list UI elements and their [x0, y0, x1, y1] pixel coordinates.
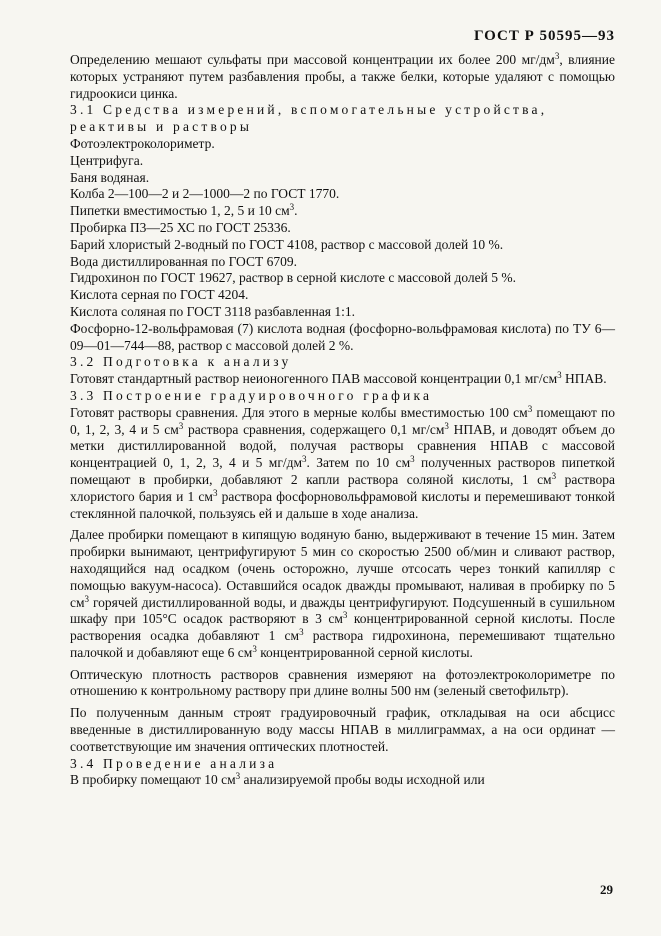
page-content: [70, 52, 615, 789]
paragraph-heating: Далее пробирки помещают в кипящую водяную баню, выдерживают в течение 15 мин. Затем пробирки вынимают, центрифугируют 5 мин со скоростью 2500 об/мин и сливают раствор, находящийся над осадком (очень осторожно, лучше отсосать через тонкий капилляр с помощью вакуум-насоса). Оставшийся осадок дважды промывают, наливая в пробирку по 5 $см^3$ горячей дистиллированной воды, и дважды центрифугируют. Подсушенный в сушильном шкафу при 105°С осадок растворяют в 3 $см^3$ концентрированной серной кислоты. После растворения осадка добавляют 1 $см^3$ раствора гидрохинона, перемешивают тщательно палочкой и добавляют еще 6 $см^3$ концентрированной серной кислоты.: [70, 527, 615, 660]
list-item: Фосфорно-12-вольфрамовая (7) кислота водная (фосфорно-вольфрамовая кислота) по ТУ 6—09—01—744—88, раствор с массовой долей 2 %.: [70, 320, 615, 353]
list-item: Пробирка П3—25 ХС по ГОСТ 25336.: [70, 219, 291, 235]
page-number: 29: [600, 882, 613, 897]
section-3-3-heading: 3.3 Построение градуировочного графика: [70, 387, 433, 403]
section-3-4-heading: 3.4 Проведение анализа: [70, 755, 278, 771]
list-item: Фотоэлектроколориметр.: [70, 135, 215, 151]
list-item: Барий хлористый 2-водный по ГОСТ 4108, раствор с массовой долей 10 %.: [70, 236, 504, 252]
list-item: Колба 2—100—2 и 2—1000—2 по ГОСТ 1770.: [70, 186, 340, 202]
list-item: Баня водяная.: [70, 169, 150, 185]
list-item: Вода дистиллированная по ГОСТ 6709.: [70, 253, 297, 269]
list-item: Кислота соляная по ГОСТ 3118 разбавленная 1:1.: [70, 303, 356, 319]
paragraph-analysis: В пробирку помещают 10 $см^3$ анализируемой пробы воды исходной или: [70, 771, 485, 788]
page-header: ГОСТ Р 50595—93: [473, 28, 615, 44]
list-item: Центрифуга.: [70, 152, 144, 168]
paragraph-graph: По полученным данным строят градуировочный график, откладывая на оси абсцисс введенные в дистиллированную воду массы НПАВ в миллиграммах, а на оси ординат — соответствующие им значения оптических плотностей.: [70, 705, 615, 754]
list-item: Кислота серная по ГОСТ 4204.: [70, 287, 249, 303]
section-3-2-heading: 3.2 Подготовка к анализу: [70, 354, 292, 370]
section-3-1-heading: 3.1 Средства измерений, вспомогательные устройства, реактивы и растворы: [70, 102, 548, 135]
list-item: Пипетки вместимостью 1, 2, 5 и 10 $см^3$.: [70, 202, 298, 219]
paragraph-calibration: Готовят растворы сравнения. Для этого в мерные колбы вместимостью 100 $см^3$ помещают по 0, 1, 2, 3, 4 и 5 $см^3$ раствора сравнения, содержащего 0,1 $мг/см^3$ НПАВ, и доводят объем до метки дистиллированной водой, получая растворы сравнения НПАВ с массовой концентрацией 0, 1, 2, 3, 4 и 5 $мг/дм^3$. Затем по 10 $см^3$ полученных растворов пипеткой помещают в пробирки, добавляют 2 капли раствора соляной кислоты, 1 $см^3$ раствора хлористого бария и 1 $см^3$ раствора фосфорновольфрамовой кислоты и перемешивают тонкой стеклянной палочкой, пользуясь ей и дальше в ходе анализа.: [70, 403, 615, 521]
paragraph-interference: Определению мешают сульфаты при массовой концентрации их более 200 $мг/дм^3$, влияние которых устраняют путем разбавления пробы, а также белки, которые удаляют с помощью гидроокиси цинка.: [70, 51, 615, 101]
paragraph-preparation: Готовят стандартный раствор неионогенного ПАВ массовой концентрации 0,1 $мг/см^3$ НПАВ.: [70, 370, 607, 387]
paragraph-optical-density: Оптическую плотность растворов сравнения измеряют на фотоэлектроколориметре по отношению к контрольному раствору при длине волны 500 нм (зеленый светофильтр).: [70, 666, 615, 699]
list-item: Гидрохинон по ГОСТ 19627, раствор в серной кислоте с массовой долей 5 %.: [70, 270, 517, 286]
